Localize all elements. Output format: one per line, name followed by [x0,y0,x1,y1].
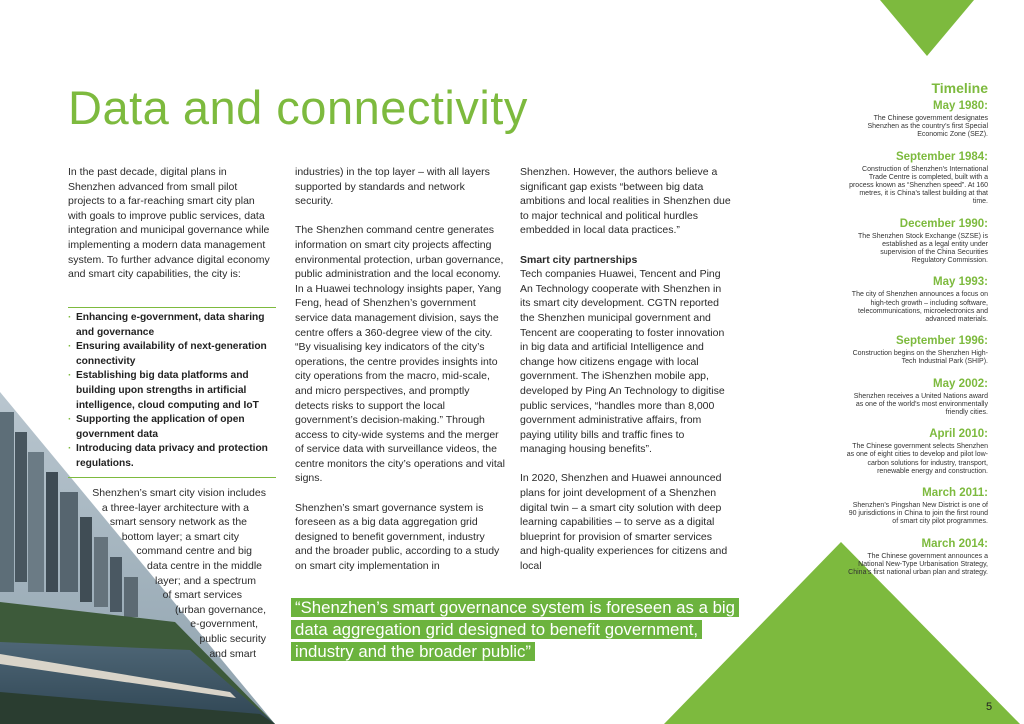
vision-line: layer; and a spectrum [155,574,256,587]
column-2 [295,165,505,588]
timeline-date: May 2002: [933,377,988,390]
timeline-desc: Construction of Shenzhen’s International Trade Centre is completed, built with a process known as “Shenzhen speed”. At 160 metres, it is China’s tallest building at that time. [849,165,988,206]
timeline-date: September 1996: [895,335,988,348]
timeline-date: March 2014: [921,537,988,550]
vision-line: of smart services [162,589,242,602]
timeline-desc: Shenzhen’s Pingshan New District is one of 90 jurisdictions in China to join the first round of smart city pilot programmes. [848,502,988,526]
vision-line: a three-layer architecture with a [101,501,249,514]
bullet-item: · Supporting the application of open government data [68,413,280,442]
timeline-entry [846,99,988,140]
vision-line: bottom layer; a smart city [121,530,239,543]
timeline-desc: The city of Shenzhen announces a focus on high-tech growth – including software, telecommunications, microelectronics and advanced materials. [851,291,988,324]
bullet-item: · Enhancing e-government, data sharing and governance [68,311,280,340]
paragraph: Shenzhen’s smart governance system is foreseen as a big data aggregation grid designed to benefit government, industry and the broader public, according to a study on smart city implementation in [295,501,500,573]
paragraph: Shenzhen. However, the authors believe a significant gap exists “between big data ambitions and local realities in Shenzhen due to major technical and political hurdles embedded in local data practices.” [520,166,731,237]
vision-line: (urban governance, [174,603,266,616]
paragraph: Tech companies Huawei, Tencent and Ping An Technology cooperate with Shenzhen in its smart city development. CGTN reported the Shenzhen municipal government and Tencent are cooperating to foster innovation in big data and artificial Intelligence and change how citizens engage with local government. The iShenzhen mobile app, developed by Ping An Technology to digitise public services, “handles more than 8,000 government administrative affairs, from paying utility bills and traffic fines to managing housing benefits”. [520,268,725,456]
timeline-desc: The Chinese government announces a National New-Type Urbanisation Strategy, China’s first national urban plan and strategy. [848,552,988,577]
bullet-item: · Ensuring availability of next-generation connectivity [68,340,280,369]
page-number: 5 [986,701,993,713]
timeline-entry [846,150,988,207]
timeline-entry [846,486,988,527]
timeline-desc: The Chinese government selects Shenzhen as one of eight cities to develop and pilot low-carbon solutions for industry, transport, renewable energy and construction. [846,443,988,475]
timeline-desc: The Chinese government designates Shenzhen as the country’s first Special Economic Zone (SEZ). [867,115,988,139]
vision-line: Shenzhen’s smart city vision includes [92,487,266,499]
vision-line: and smart [209,647,256,660]
intro-paragraph: In the past decade, digital plans in Shenzhen advanced from small pilot projects to a far-reaching smart city plan with goals to improve public services, data integration and municipal governance while implementing a modern data management system. To further advance digital economy and smart city capabilities, the city is: [68,166,270,281]
top-triangle-decoration [880,0,974,56]
paragraph: industries) in the top layer – with all layers supported by standards and network security. [295,166,490,208]
timeline-entry [846,275,988,324]
timeline-entry [846,334,988,366]
timeline-date: April 2010: [929,428,988,441]
divider-bottom [68,477,276,478]
bullet-item: · Introducing data privacy and protection regulations. [68,442,280,471]
timeline-date: May 1993: [933,276,988,289]
timeline-desc: Construction begins on the Shenzhen High-Tech Industrial Park (SHIP). [852,350,988,366]
paragraph: In 2020, Shenzhen and Huawei announced plans for joint development of a Shenzhen digital twin – a smart city solution with deep learning capabilities – to serve as a digital blueprint for provision of smarter services and high-quality experiences for citizens and local [520,472,728,573]
timeline-entry [846,377,988,418]
timeline-desc: Shenzhen receives a United Nations award as one of the world’s most environmentally friendly cities. [853,392,988,417]
pull-quote [291,597,741,663]
subheading: Smart city partnerships [520,253,638,266]
paragraph: The Shenzhen command centre generates information on smart city projects affecting environmental protection, urban governance, public administration and the local economy. In a Huawei technology insights paper, Yang Feng, head of Shenzhen’s government service data management division, says the centre offers a 360-degree view of the city. “By visualising key indicators of the city’s operations, the centre provides insights into city operations from the macro, mid-scale, and micro perspectives, and promptly detects risks to support the local government’s decision-making.” Through access to city-wide systems and the merger of service data with surveillance videos, the centre monitors the city’s operations and vital signs. [295,224,505,485]
timeline-desc: The Shenzhen Stock Exchange (SZSE) is established as a legal entity under supervision of the China Securities Regulatory Commission. [858,232,988,265]
timeline-entry [846,217,988,266]
timeline-entry [846,427,988,476]
timeline-date: March 2011: [922,487,988,500]
page-title: Data and connectivity [68,81,528,134]
divider-top [68,307,276,308]
column-1 [68,165,276,296]
timeline [846,80,988,587]
bullet-list [68,311,280,472]
bullet-item: · Establishing big data platforms and building upon strengths in artificial intelligence, cloud computing and IoT [68,369,280,413]
timeline-date: September 1984: [895,150,988,163]
vision-line: smart sensory network as the [109,516,247,529]
vision-line: command centre and big [136,545,252,558]
vision-paragraph [68,486,266,661]
timeline-title: Timeline [931,80,988,96]
vision-line: data centre in the middle [147,559,262,572]
column-3 [520,165,732,588]
timeline-entry [846,537,988,578]
timeline-date: December 1990: [899,217,988,230]
vision-line: e-government, [190,618,258,631]
pull-quote-text: “Shenzhen’s smart governance system is foreseen as a big data aggregation grid designed to benefit government, industry and the broader public” [291,598,739,661]
vision-line: public security [199,632,266,645]
timeline-date: May 1980: [933,100,988,112]
